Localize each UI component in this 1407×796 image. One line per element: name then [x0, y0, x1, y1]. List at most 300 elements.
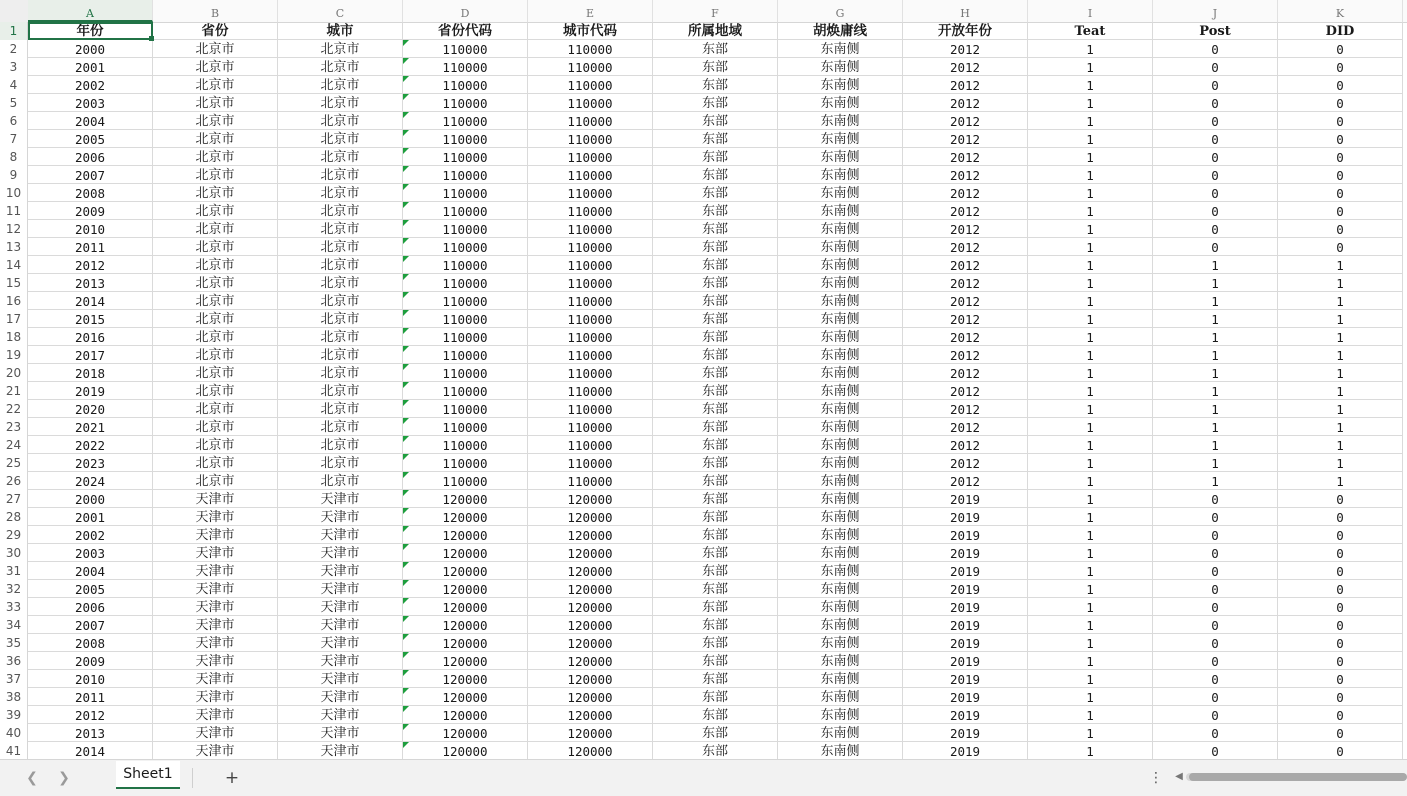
table-cell[interactable]: 120000: [403, 544, 528, 562]
table-cell[interactable]: 1: [1278, 328, 1403, 346]
table-cell[interactable]: 北京市: [278, 238, 403, 256]
table-cell[interactable]: 东部: [653, 616, 778, 634]
table-cell[interactable]: 0: [1153, 634, 1278, 652]
table-cell[interactable]: 东南侧: [778, 256, 903, 274]
table-cell[interactable]: 1: [1028, 670, 1153, 688]
row-number[interactable]: 7: [0, 130, 28, 148]
table-cell[interactable]: 2008: [28, 184, 153, 202]
table-cell[interactable]: 110000: [528, 76, 653, 94]
table-cell[interactable]: 0: [1153, 112, 1278, 130]
table-cell[interactable]: 天津市: [153, 652, 278, 670]
table-cell[interactable]: 0: [1153, 148, 1278, 166]
table-cell[interactable]: 110000: [403, 256, 528, 274]
table-cell[interactable]: 2021: [28, 418, 153, 436]
table-cell[interactable]: 1: [1028, 508, 1153, 526]
table-cell[interactable]: 北京市: [153, 292, 278, 310]
table-cell[interactable]: 2019: [903, 724, 1028, 742]
table-cell[interactable]: 1: [1153, 472, 1278, 490]
table-cell[interactable]: 110000: [403, 220, 528, 238]
table-cell[interactable]: 1: [1028, 706, 1153, 724]
table-cell[interactable]: 北京市: [278, 400, 403, 418]
row-number[interactable]: 6: [0, 112, 28, 130]
table-cell[interactable]: 0: [1153, 688, 1278, 706]
table-cell[interactable]: 天津市: [153, 634, 278, 652]
table-cell[interactable]: 北京市: [278, 58, 403, 76]
table-cell[interactable]: 2000: [28, 40, 153, 58]
row-number[interactable]: 12: [0, 220, 28, 238]
table-cell[interactable]: 110000: [528, 166, 653, 184]
table-cell[interactable]: 东南侧: [778, 544, 903, 562]
table-cell[interactable]: 110000: [528, 346, 653, 364]
table-cell[interactable]: 东南侧: [778, 238, 903, 256]
table-cell[interactable]: 北京市: [153, 382, 278, 400]
table-cell[interactable]: 0: [1153, 202, 1278, 220]
table-cell[interactable]: 北京市: [153, 94, 278, 112]
table-cell[interactable]: 1: [1028, 166, 1153, 184]
table-cell[interactable]: 120000: [403, 598, 528, 616]
table-cell[interactable]: 北京市: [278, 148, 403, 166]
table-cell[interactable]: 2018: [28, 364, 153, 382]
table-cell[interactable]: 1: [1028, 490, 1153, 508]
table-cell[interactable]: 1: [1028, 742, 1153, 759]
table-cell[interactable]: 0: [1278, 94, 1403, 112]
table-cell[interactable]: 2019: [903, 688, 1028, 706]
table-cell[interactable]: 东部: [653, 346, 778, 364]
table-cell[interactable]: 120000: [528, 724, 653, 742]
header-cell[interactable]: Teat: [1028, 22, 1153, 40]
table-cell[interactable]: 1: [1278, 292, 1403, 310]
header-cell[interactable]: 胡焕庸线: [778, 22, 903, 40]
header-cell[interactable]: 城市代码: [528, 22, 653, 40]
table-cell[interactable]: 120000: [403, 742, 528, 759]
table-cell[interactable]: 2022: [28, 436, 153, 454]
table-cell[interactable]: 1: [1153, 292, 1278, 310]
table-cell[interactable]: 北京市: [278, 166, 403, 184]
table-cell[interactable]: 1: [1278, 472, 1403, 490]
table-cell[interactable]: 0: [1278, 166, 1403, 184]
table-cell[interactable]: 北京市: [153, 256, 278, 274]
table-cell[interactable]: 120000: [528, 652, 653, 670]
table-cell[interactable]: 2012: [903, 472, 1028, 490]
table-cell[interactable]: 东部: [653, 130, 778, 148]
table-cell[interactable]: 1: [1153, 382, 1278, 400]
table-cell[interactable]: 120000: [528, 616, 653, 634]
table-cell[interactable]: 东南侧: [778, 220, 903, 238]
row-number[interactable]: 13: [0, 238, 28, 256]
table-cell[interactable]: 东部: [653, 670, 778, 688]
table-cell[interactable]: 2019: [903, 670, 1028, 688]
table-cell[interactable]: 2010: [28, 220, 153, 238]
table-cell[interactable]: 北京市: [278, 130, 403, 148]
table-cell[interactable]: 东南侧: [778, 598, 903, 616]
table-cell[interactable]: 北京市: [153, 310, 278, 328]
table-cell[interactable]: 1: [1028, 526, 1153, 544]
table-cell[interactable]: 北京市: [278, 112, 403, 130]
header-cell[interactable]: 开放年份: [903, 22, 1028, 40]
table-cell[interactable]: 110000: [528, 220, 653, 238]
table-cell[interactable]: 北京市: [278, 256, 403, 274]
table-cell[interactable]: 天津市: [278, 544, 403, 562]
table-cell[interactable]: 0: [1278, 724, 1403, 742]
table-cell[interactable]: 110000: [528, 112, 653, 130]
table-cell[interactable]: 北京市: [153, 238, 278, 256]
table-cell[interactable]: 东部: [653, 166, 778, 184]
table-cell[interactable]: 天津市: [278, 670, 403, 688]
table-cell[interactable]: 北京市: [153, 436, 278, 454]
table-cell[interactable]: 东部: [653, 238, 778, 256]
table-cell[interactable]: 120000: [403, 652, 528, 670]
table-cell[interactable]: 110000: [528, 238, 653, 256]
table-cell[interactable]: 120000: [403, 562, 528, 580]
table-cell[interactable]: 北京市: [278, 310, 403, 328]
table-cell[interactable]: 0: [1153, 616, 1278, 634]
table-cell[interactable]: 北京市: [153, 166, 278, 184]
table-cell[interactable]: 东部: [653, 598, 778, 616]
table-cell[interactable]: 110000: [403, 148, 528, 166]
table-cell[interactable]: 东部: [653, 526, 778, 544]
table-cell[interactable]: 0: [1153, 526, 1278, 544]
table-cell[interactable]: 东部: [653, 310, 778, 328]
table-cell[interactable]: 110000: [403, 76, 528, 94]
table-cell[interactable]: 北京市: [153, 76, 278, 94]
table-cell[interactable]: 120000: [403, 634, 528, 652]
table-cell[interactable]: 0: [1278, 130, 1403, 148]
table-cell[interactable]: 东部: [653, 58, 778, 76]
table-cell[interactable]: 110000: [528, 256, 653, 274]
table-cell[interactable]: 东部: [653, 436, 778, 454]
table-cell[interactable]: 110000: [403, 274, 528, 292]
table-cell[interactable]: 2012: [903, 184, 1028, 202]
header-cell[interactable]: 省份代码: [403, 22, 528, 40]
table-cell[interactable]: 120000: [528, 490, 653, 508]
column-header-g[interactable]: G: [778, 0, 903, 22]
table-cell[interactable]: 天津市: [278, 688, 403, 706]
table-cell[interactable]: 110000: [528, 58, 653, 76]
row-number[interactable]: 10: [0, 184, 28, 202]
table-cell[interactable]: 东部: [653, 562, 778, 580]
table-cell[interactable]: 2012: [903, 292, 1028, 310]
table-cell[interactable]: 天津市: [278, 652, 403, 670]
table-cell[interactable]: 120000: [403, 670, 528, 688]
table-cell[interactable]: 1: [1028, 184, 1153, 202]
table-cell[interactable]: 2012: [28, 706, 153, 724]
table-cell[interactable]: 120000: [403, 526, 528, 544]
table-cell[interactable]: 北京市: [153, 148, 278, 166]
table-cell[interactable]: 2012: [903, 130, 1028, 148]
row-number[interactable]: 37: [0, 670, 28, 688]
table-cell[interactable]: 2007: [28, 166, 153, 184]
table-cell[interactable]: 0: [1278, 634, 1403, 652]
table-cell[interactable]: 天津市: [153, 742, 278, 759]
table-cell[interactable]: 2012: [903, 76, 1028, 94]
table-cell[interactable]: 0: [1153, 598, 1278, 616]
table-cell[interactable]: 2020: [28, 400, 153, 418]
table-cell[interactable]: 东部: [653, 220, 778, 238]
table-cell[interactable]: 北京市: [278, 328, 403, 346]
table-cell[interactable]: 110000: [528, 40, 653, 58]
table-cell[interactable]: 1: [1028, 112, 1153, 130]
table-cell[interactable]: 110000: [403, 184, 528, 202]
table-cell[interactable]: 110000: [528, 418, 653, 436]
table-cell[interactable]: 1: [1028, 436, 1153, 454]
table-cell[interactable]: 天津市: [278, 526, 403, 544]
table-cell[interactable]: 北京市: [278, 184, 403, 202]
table-cell[interactable]: 2012: [903, 436, 1028, 454]
row-number[interactable]: 33: [0, 598, 28, 616]
table-cell[interactable]: 2012: [903, 220, 1028, 238]
table-cell[interactable]: 2006: [28, 148, 153, 166]
table-cell[interactable]: 2012: [903, 148, 1028, 166]
table-cell[interactable]: 东南侧: [778, 472, 903, 490]
table-cell[interactable]: 2012: [903, 310, 1028, 328]
table-cell[interactable]: 1: [1153, 418, 1278, 436]
table-cell[interactable]: 东南侧: [778, 292, 903, 310]
table-cell[interactable]: 北京市: [153, 58, 278, 76]
table-cell[interactable]: 东部: [653, 706, 778, 724]
table-cell[interactable]: 北京市: [278, 436, 403, 454]
chevron-left-icon[interactable]: ❮: [26, 770, 38, 786]
table-cell[interactable]: 2002: [28, 76, 153, 94]
table-cell[interactable]: 110000: [528, 382, 653, 400]
table-cell[interactable]: 2016: [28, 328, 153, 346]
table-cell[interactable]: 120000: [528, 508, 653, 526]
table-cell[interactable]: 120000: [528, 688, 653, 706]
table-cell[interactable]: 东南侧: [778, 76, 903, 94]
table-cell[interactable]: 1: [1278, 364, 1403, 382]
table-cell[interactable]: 1: [1028, 328, 1153, 346]
table-cell[interactable]: 120000: [528, 526, 653, 544]
table-cell[interactable]: 北京市: [278, 382, 403, 400]
table-cell[interactable]: 东南侧: [778, 706, 903, 724]
table-cell[interactable]: 2012: [903, 346, 1028, 364]
table-cell[interactable]: 110000: [403, 328, 528, 346]
table-cell[interactable]: 天津市: [153, 598, 278, 616]
table-cell[interactable]: 0: [1153, 130, 1278, 148]
row-number[interactable]: 21: [0, 382, 28, 400]
column-header-f[interactable]: F: [653, 0, 778, 22]
row-number[interactable]: 32: [0, 580, 28, 598]
table-cell[interactable]: 2012: [903, 418, 1028, 436]
triangle-left-icon[interactable]: ◀: [1175, 771, 1183, 782]
table-cell[interactable]: 天津市: [278, 724, 403, 742]
table-cell[interactable]: 天津市: [153, 490, 278, 508]
table-cell[interactable]: 1: [1028, 724, 1153, 742]
table-cell[interactable]: 110000: [403, 454, 528, 472]
table-cell[interactable]: 2012: [903, 382, 1028, 400]
table-cell[interactable]: 东部: [653, 724, 778, 742]
row-number[interactable]: 35: [0, 634, 28, 652]
table-cell[interactable]: 1: [1153, 328, 1278, 346]
table-cell[interactable]: 东南侧: [778, 634, 903, 652]
table-cell[interactable]: 110000: [403, 292, 528, 310]
table-cell[interactable]: 1: [1028, 652, 1153, 670]
chevron-right-icon[interactable]: ❯: [58, 770, 70, 786]
table-cell[interactable]: 0: [1153, 238, 1278, 256]
table-cell[interactable]: 东南侧: [778, 382, 903, 400]
table-cell[interactable]: 东部: [653, 40, 778, 58]
table-cell[interactable]: 东南侧: [778, 454, 903, 472]
row-number[interactable]: 25: [0, 454, 28, 472]
table-cell[interactable]: 2019: [903, 580, 1028, 598]
table-cell[interactable]: 东南侧: [778, 724, 903, 742]
table-cell[interactable]: 2012: [903, 112, 1028, 130]
table-cell[interactable]: 1: [1028, 580, 1153, 598]
header-cell[interactable]: Post: [1153, 22, 1278, 40]
table-cell[interactable]: 东部: [653, 256, 778, 274]
table-cell[interactable]: 东南侧: [778, 436, 903, 454]
table-cell[interactable]: 120000: [528, 544, 653, 562]
table-cell[interactable]: 东部: [653, 202, 778, 220]
table-cell[interactable]: 东部: [653, 184, 778, 202]
table-cell[interactable]: 0: [1153, 652, 1278, 670]
table-cell[interactable]: 1: [1028, 364, 1153, 382]
header-cell[interactable]: 年份: [28, 22, 153, 40]
row-number[interactable]: 2: [0, 40, 28, 58]
table-cell[interactable]: 东部: [653, 418, 778, 436]
row-number[interactable]: 30: [0, 544, 28, 562]
table-cell[interactable]: 东部: [653, 508, 778, 526]
table-cell[interactable]: 110000: [403, 112, 528, 130]
table-cell[interactable]: 1: [1278, 310, 1403, 328]
table-cell[interactable]: 北京市: [153, 400, 278, 418]
table-cell[interactable]: 2013: [28, 724, 153, 742]
table-cell[interactable]: 1: [1028, 310, 1153, 328]
table-cell[interactable]: 东部: [653, 94, 778, 112]
table-cell[interactable]: 0: [1153, 490, 1278, 508]
row-number[interactable]: 8: [0, 148, 28, 166]
table-cell[interactable]: 东部: [653, 580, 778, 598]
table-cell[interactable]: 110000: [403, 166, 528, 184]
table-cell[interactable]: 天津市: [278, 508, 403, 526]
table-cell[interactable]: 北京市: [278, 418, 403, 436]
table-cell[interactable]: 东南侧: [778, 670, 903, 688]
table-cell[interactable]: 0: [1153, 94, 1278, 112]
row-number[interactable]: 26: [0, 472, 28, 490]
table-cell[interactable]: 0: [1153, 544, 1278, 562]
table-cell[interactable]: 0: [1278, 526, 1403, 544]
vertical-dots-icon[interactable]: ⋮: [1149, 770, 1163, 786]
table-cell[interactable]: 2012: [903, 58, 1028, 76]
table-cell[interactable]: 1: [1028, 40, 1153, 58]
table-cell[interactable]: 北京市: [278, 76, 403, 94]
table-cell[interactable]: 天津市: [278, 580, 403, 598]
table-cell[interactable]: 0: [1278, 688, 1403, 706]
table-cell[interactable]: 2019: [903, 742, 1028, 759]
table-cell[interactable]: 东部: [653, 688, 778, 706]
table-cell[interactable]: 1: [1153, 400, 1278, 418]
table-cell[interactable]: 110000: [528, 310, 653, 328]
table-cell[interactable]: 110000: [528, 328, 653, 346]
table-cell[interactable]: 1: [1028, 94, 1153, 112]
table-cell[interactable]: 2012: [28, 256, 153, 274]
row-number[interactable]: 39: [0, 706, 28, 724]
table-cell[interactable]: 1: [1028, 256, 1153, 274]
row-number[interactable]: 27: [0, 490, 28, 508]
table-cell[interactable]: 1: [1028, 544, 1153, 562]
table-cell[interactable]: 2012: [903, 274, 1028, 292]
table-cell[interactable]: 120000: [403, 706, 528, 724]
table-cell[interactable]: 天津市: [153, 544, 278, 562]
table-cell[interactable]: 1: [1028, 598, 1153, 616]
table-cell[interactable]: 120000: [528, 580, 653, 598]
table-cell[interactable]: 东南侧: [778, 166, 903, 184]
table-cell[interactable]: 北京市: [153, 418, 278, 436]
column-header-d[interactable]: D: [403, 0, 528, 22]
table-cell[interactable]: 1: [1028, 238, 1153, 256]
table-cell[interactable]: 110000: [528, 400, 653, 418]
table-cell[interactable]: 1: [1028, 454, 1153, 472]
table-cell[interactable]: 东南侧: [778, 148, 903, 166]
table-cell[interactable]: 天津市: [153, 508, 278, 526]
table-cell[interactable]: 1: [1028, 58, 1153, 76]
row-number[interactable]: 36: [0, 652, 28, 670]
row-number[interactable]: 41: [0, 742, 28, 759]
table-cell[interactable]: 0: [1278, 706, 1403, 724]
row-number[interactable]: 14: [0, 256, 28, 274]
table-cell[interactable]: 0: [1278, 58, 1403, 76]
row-number[interactable]: 9: [0, 166, 28, 184]
table-cell[interactable]: 2017: [28, 346, 153, 364]
table-cell[interactable]: 1: [1028, 346, 1153, 364]
table-cell[interactable]: 2024: [28, 472, 153, 490]
table-cell[interactable]: 0: [1278, 562, 1403, 580]
table-cell[interactable]: 东南侧: [778, 526, 903, 544]
table-cell[interactable]: 东南侧: [778, 364, 903, 382]
row-number[interactable]: 19: [0, 346, 28, 364]
table-cell[interactable]: 2019: [903, 544, 1028, 562]
table-cell[interactable]: 2007: [28, 616, 153, 634]
table-cell[interactable]: 120000: [528, 634, 653, 652]
table-cell[interactable]: 0: [1153, 580, 1278, 598]
table-cell[interactable]: 110000: [528, 364, 653, 382]
table-cell[interactable]: 北京市: [153, 184, 278, 202]
table-cell[interactable]: 东南侧: [778, 310, 903, 328]
table-cell[interactable]: 110000: [403, 436, 528, 454]
table-cell[interactable]: 0: [1153, 706, 1278, 724]
table-cell[interactable]: 天津市: [153, 688, 278, 706]
table-cell[interactable]: 天津市: [153, 562, 278, 580]
table-cell[interactable]: 1: [1028, 382, 1153, 400]
table-cell[interactable]: 2019: [903, 562, 1028, 580]
table-cell[interactable]: 东南侧: [778, 346, 903, 364]
table-cell[interactable]: 2005: [28, 580, 153, 598]
table-cell[interactable]: 2012: [903, 202, 1028, 220]
table-cell[interactable]: 东南侧: [778, 130, 903, 148]
column-header-i[interactable]: I: [1028, 0, 1153, 22]
table-cell[interactable]: 天津市: [153, 706, 278, 724]
table-cell[interactable]: 天津市: [278, 634, 403, 652]
row-number[interactable]: 29: [0, 526, 28, 544]
table-cell[interactable]: 2014: [28, 742, 153, 759]
table-cell[interactable]: 天津市: [153, 526, 278, 544]
table-cell[interactable]: 东部: [653, 76, 778, 94]
table-cell[interactable]: 东部: [653, 544, 778, 562]
table-cell[interactable]: 0: [1153, 220, 1278, 238]
table-cell[interactable]: 东部: [653, 400, 778, 418]
table-cell[interactable]: 天津市: [153, 580, 278, 598]
table-cell[interactable]: 东部: [653, 328, 778, 346]
table-cell[interactable]: 2019: [903, 634, 1028, 652]
table-cell[interactable]: 120000: [528, 706, 653, 724]
column-header-j[interactable]: J: [1153, 0, 1278, 22]
table-cell[interactable]: 1: [1153, 364, 1278, 382]
table-cell[interactable]: 天津市: [278, 616, 403, 634]
row-number[interactable]: 17: [0, 310, 28, 328]
table-cell[interactable]: 110000: [403, 400, 528, 418]
table-cell[interactable]: 0: [1153, 508, 1278, 526]
table-cell[interactable]: 2012: [903, 454, 1028, 472]
table-cell[interactable]: 东南侧: [778, 508, 903, 526]
